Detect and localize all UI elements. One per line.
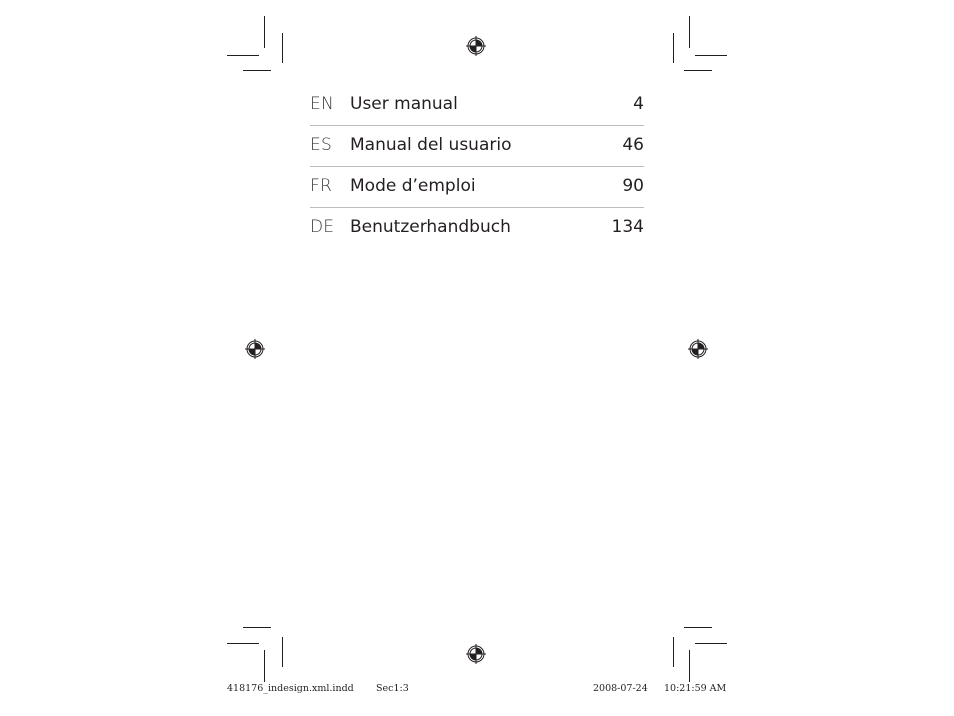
slug-date: 2008-07-24 (593, 683, 648, 694)
toc-row-en[interactable] (310, 85, 644, 126)
crop-mark-bottom-left-v2 (264, 650, 265, 682)
registration-mark-icon (466, 644, 486, 664)
crop-mark-bottom-right-h2 (695, 643, 727, 644)
registration-mark-icon (466, 36, 486, 56)
toc-page-number: 46 (622, 135, 644, 155)
slug-section: Sec1:3 (376, 683, 409, 694)
slug-time: 10:21:59 AM (664, 683, 727, 694)
registration-mark-icon (245, 339, 265, 359)
toc-title: Mode d’emploi (350, 176, 476, 196)
crop-mark-bottom-right-v1 (673, 637, 674, 667)
slug-file-name: 418176_indesign.xml.indd (227, 683, 354, 694)
crop-mark-top-right-v2 (673, 33, 674, 63)
crop-mark-bottom-left-h2 (227, 643, 259, 644)
toc-title: Manual del usuario (350, 135, 512, 155)
crop-mark-top-left-v2 (282, 33, 283, 63)
toc-row-es[interactable] (310, 126, 644, 167)
crop-mark-top-left-v1 (264, 16, 265, 48)
crop-mark-top-right-h1 (695, 55, 727, 56)
toc-row-fr[interactable] (310, 167, 644, 208)
toc-page-number: 134 (611, 217, 644, 237)
toc-row-de[interactable] (310, 208, 644, 249)
registration-mark-icon (688, 339, 708, 359)
toc-language-code: EN (310, 94, 334, 114)
crop-mark-top-left-h2 (243, 70, 271, 71)
crop-mark-bottom-right-v2 (689, 650, 690, 682)
table-of-contents (310, 85, 644, 249)
crop-mark-top-right-v1 (689, 16, 690, 48)
toc-title: User manual (350, 94, 458, 114)
crop-mark-bottom-left-h1 (243, 627, 271, 628)
toc-language-code: ES (310, 135, 332, 155)
toc-title: Benutzerhandbuch (350, 217, 511, 237)
crop-mark-top-right-h2 (684, 70, 712, 71)
crop-mark-top-left-h1 (227, 55, 259, 56)
crop-mark-bottom-right-h1 (684, 627, 712, 628)
toc-page-number: 4 (633, 94, 644, 114)
toc-language-code: DE (310, 217, 335, 237)
crop-mark-bottom-left-v1 (282, 637, 283, 667)
toc-language-code: FR (310, 176, 332, 196)
toc-page-number: 90 (622, 176, 644, 196)
